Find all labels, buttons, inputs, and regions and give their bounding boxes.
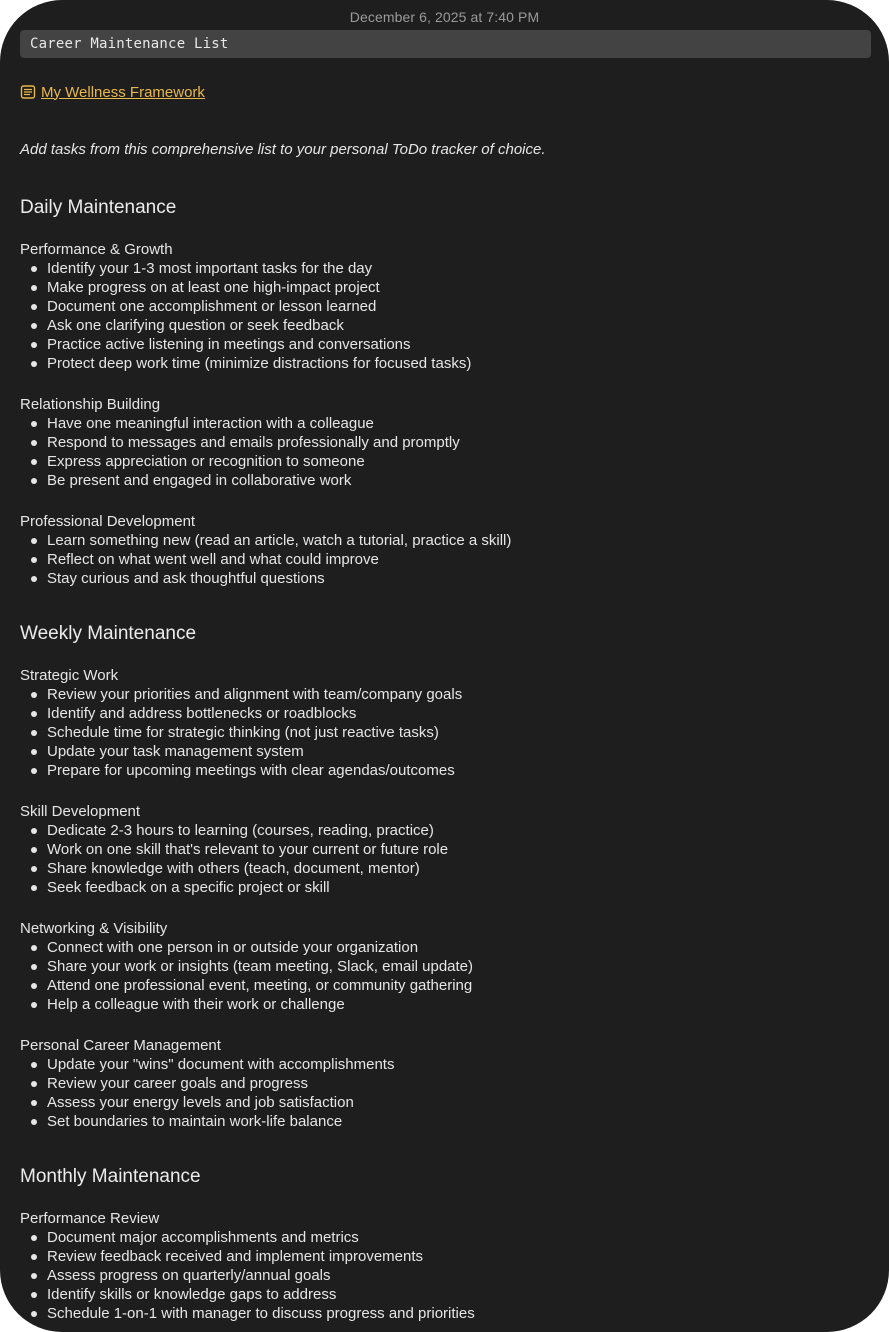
task-text: Help a colleague with their work or challenge: [47, 996, 345, 1013]
task-list-item[interactable]: [20, 1055, 860, 1074]
section-groups: [20, 240, 860, 588]
task-text: Update your "wins" document with accomplishments: [47, 1056, 395, 1073]
bullet-icon: [31, 557, 37, 563]
task-group: [20, 1209, 860, 1323]
task-list-item[interactable]: [20, 297, 860, 316]
task-list-item[interactable]: [20, 1228, 860, 1247]
bullet-icon: [31, 1002, 37, 1008]
bullet-icon: [31, 1273, 37, 1279]
task-list-item[interactable]: [20, 1093, 860, 1112]
task-text: Review feedback received and implement improvements: [47, 1248, 424, 1265]
group-heading: Professional Development: [20, 513, 196, 530]
task-list-item[interactable]: [20, 957, 860, 976]
bullet-icon: [31, 1235, 37, 1241]
group-heading: Performance Review: [20, 1210, 160, 1227]
task-text: Identify and address bottlenecks or roadblocks: [47, 705, 357, 722]
task-list-item[interactable]: [20, 1285, 860, 1304]
task-list-item[interactable]: [20, 1074, 860, 1093]
task-text: Ask one clarifying question or seek feedback: [47, 317, 344, 334]
task-list-item[interactable]: [20, 761, 860, 780]
task-text: Learn something new (read an article, watch a tutorial, practice a skill): [47, 532, 512, 549]
section-heading: Daily Maintenance: [20, 197, 177, 218]
task-list: [20, 531, 860, 588]
task-text: Reflect on what went well and what could improve: [47, 551, 379, 568]
task-list-item[interactable]: [20, 859, 860, 878]
task-text: Attend one professional event, meeting, or community gathering: [47, 977, 473, 994]
task-group: [20, 1036, 860, 1131]
task-list-item[interactable]: [20, 433, 860, 452]
group-heading: Strategic Work: [20, 667, 119, 684]
task-list-item[interactable]: [20, 1247, 860, 1266]
task-list-item[interactable]: [20, 354, 860, 373]
group-heading: Performance & Growth: [20, 241, 173, 258]
task-list-item[interactable]: [20, 550, 860, 569]
task-text: Schedule time for strategic thinking (not just reactive tasks): [47, 724, 439, 741]
bullet-icon: [31, 964, 37, 970]
task-text: Review your priorities and alignment with team/company goals: [47, 686, 463, 703]
section-heading: Monthly Maintenance: [20, 1166, 201, 1187]
task-list-item[interactable]: [20, 840, 860, 859]
task-list-item[interactable]: [20, 1266, 860, 1285]
bullet-icon: [31, 711, 37, 717]
bullet-icon: [31, 692, 37, 698]
task-group: [20, 919, 860, 1014]
bullet-icon: [31, 1081, 37, 1087]
note-body: [20, 195, 860, 1332]
task-list: [20, 1055, 860, 1131]
task-text: Share knowledge with others (teach, document, mentor): [47, 860, 420, 877]
bullet-icon: [31, 847, 37, 853]
section: [20, 1164, 860, 1323]
bullet-icon: [31, 768, 37, 774]
task-list-item[interactable]: [20, 976, 860, 995]
task-text: Express appreciation or recognition to someone: [47, 453, 365, 470]
bullet-icon: [31, 730, 37, 736]
wellness-framework-link-label[interactable]: My Wellness Framework: [41, 83, 205, 101]
task-group: [20, 395, 860, 490]
task-group: [20, 240, 860, 373]
wellness-framework-link[interactable]: [20, 82, 205, 102]
task-list-item[interactable]: [20, 1112, 860, 1131]
group-heading: Relationship Building: [20, 396, 161, 413]
intro-text: Add tasks from this comprehensive list to your personal ToDo tracker of choice.: [20, 141, 546, 158]
task-list-item[interactable]: [20, 723, 860, 742]
bullet-icon: [31, 459, 37, 465]
bullet-icon: [31, 576, 37, 582]
section: [20, 195, 860, 588]
task-text: Update your task management system: [47, 743, 304, 760]
task-text: Be present and engaged in collaborative work: [47, 472, 352, 489]
bullet-icon: [31, 749, 37, 755]
task-text: Assess progress on quarterly/annual goals: [47, 1267, 331, 1284]
task-list-item[interactable]: [20, 1304, 860, 1323]
task-text: Seek feedback on a specific project or skill: [47, 879, 330, 896]
bullet-icon: [31, 1311, 37, 1317]
bullet-icon: [31, 885, 37, 891]
section: [20, 621, 860, 1131]
note-title[interactable]: Career Maintenance List: [30, 36, 229, 52]
bullet-icon: [31, 266, 37, 272]
task-text: Identify skills or knowledge gaps to address: [47, 1286, 337, 1303]
group-heading: Networking & Visibility: [20, 920, 168, 937]
task-text: Stay curious and ask thoughtful questions: [47, 570, 325, 587]
bullet-icon: [31, 285, 37, 291]
task-list-item[interactable]: [20, 704, 860, 723]
task-text: Work on one skill that's relevant to your current or future role: [47, 841, 449, 858]
task-list-item[interactable]: [20, 569, 860, 588]
task-text: Have one meaningful interaction with a colleague: [47, 415, 374, 432]
task-text: Document one accomplishment or lesson learned: [47, 298, 377, 315]
bullet-icon: [31, 1100, 37, 1106]
bullet-icon: [31, 342, 37, 348]
task-list-item[interactable]: [20, 742, 860, 761]
section-groups: [20, 666, 860, 1131]
task-text: Share your work or insights (team meeting, Slack, email update): [47, 958, 474, 975]
bullet-icon: [31, 323, 37, 329]
task-list: [20, 685, 860, 780]
bullet-icon: [31, 866, 37, 872]
task-list-item[interactable]: [20, 878, 860, 897]
task-list: [20, 938, 860, 1014]
note-timestamp: December 6, 2025 at 7:40 PM: [349, 9, 540, 25]
bullet-icon: [31, 361, 37, 367]
task-text: Make progress on at least one high-impact project: [47, 279, 380, 296]
task-list-item[interactable]: [20, 995, 860, 1014]
task-list-item[interactable]: [20, 821, 860, 840]
note-title-bar[interactable]: [20, 30, 871, 58]
task-text: Protect deep work time (minimize distractions for focused tasks): [47, 355, 472, 372]
section-groups: [20, 1209, 860, 1323]
task-list-item[interactable]: [20, 259, 860, 278]
task-list-item[interactable]: [20, 316, 860, 335]
group-heading: Skill Development: [20, 803, 141, 820]
task-list: [20, 1228, 860, 1323]
bullet-icon: [31, 478, 37, 484]
bullet-icon: [31, 945, 37, 951]
task-text: Assess your energy levels and job satisfaction: [47, 1094, 354, 1111]
task-text: Respond to messages and emails professionally and promptly: [47, 434, 460, 451]
task-list: [20, 821, 860, 897]
task-group: [20, 802, 860, 897]
bullet-icon: [31, 304, 37, 310]
bullet-icon: [31, 421, 37, 427]
bullet-icon: [31, 828, 37, 834]
task-group: [20, 666, 860, 780]
bullet-icon: [31, 1254, 37, 1260]
task-text: Identify your 1-3 most important tasks for the day: [47, 260, 373, 277]
note-icon: [20, 84, 36, 100]
bullet-icon: [31, 1119, 37, 1125]
task-text: Set boundaries to maintain work-life balance: [47, 1113, 343, 1130]
task-list: [20, 259, 860, 373]
task-text: Review your career goals and progress: [47, 1075, 308, 1092]
task-list-item[interactable]: [20, 278, 860, 297]
task-list: [20, 414, 860, 490]
bullet-icon: [31, 1292, 37, 1298]
task-group: [20, 512, 860, 588]
task-text: Prepare for upcoming meetings with clear agendas/outcomes: [47, 762, 455, 779]
task-list-item[interactable]: [20, 685, 860, 704]
task-list-item[interactable]: [20, 414, 860, 433]
bullet-icon: [31, 983, 37, 989]
task-list-item[interactable]: [20, 452, 860, 471]
task-text: Connect with one person in or outside your organization: [47, 939, 419, 956]
task-text: Practice active listening in meetings and conversations: [47, 336, 411, 353]
task-list-item[interactable]: [20, 938, 860, 957]
bullet-icon: [31, 440, 37, 446]
bullet-icon: [31, 1062, 37, 1068]
task-text: Schedule 1-on-1 with manager to discuss progress and priorities: [47, 1305, 475, 1322]
task-list-item[interactable]: [20, 471, 860, 490]
task-text: Dedicate 2-3 hours to learning (courses, reading, practice): [47, 822, 434, 839]
task-list-item[interactable]: [20, 531, 860, 550]
section-heading: Weekly Maintenance: [20, 623, 197, 644]
bullet-icon: [31, 538, 37, 544]
task-text: Document major accomplishments and metrics: [47, 1229, 359, 1246]
group-heading: Personal Career Management: [20, 1037, 221, 1054]
task-list-item[interactable]: [20, 335, 860, 354]
